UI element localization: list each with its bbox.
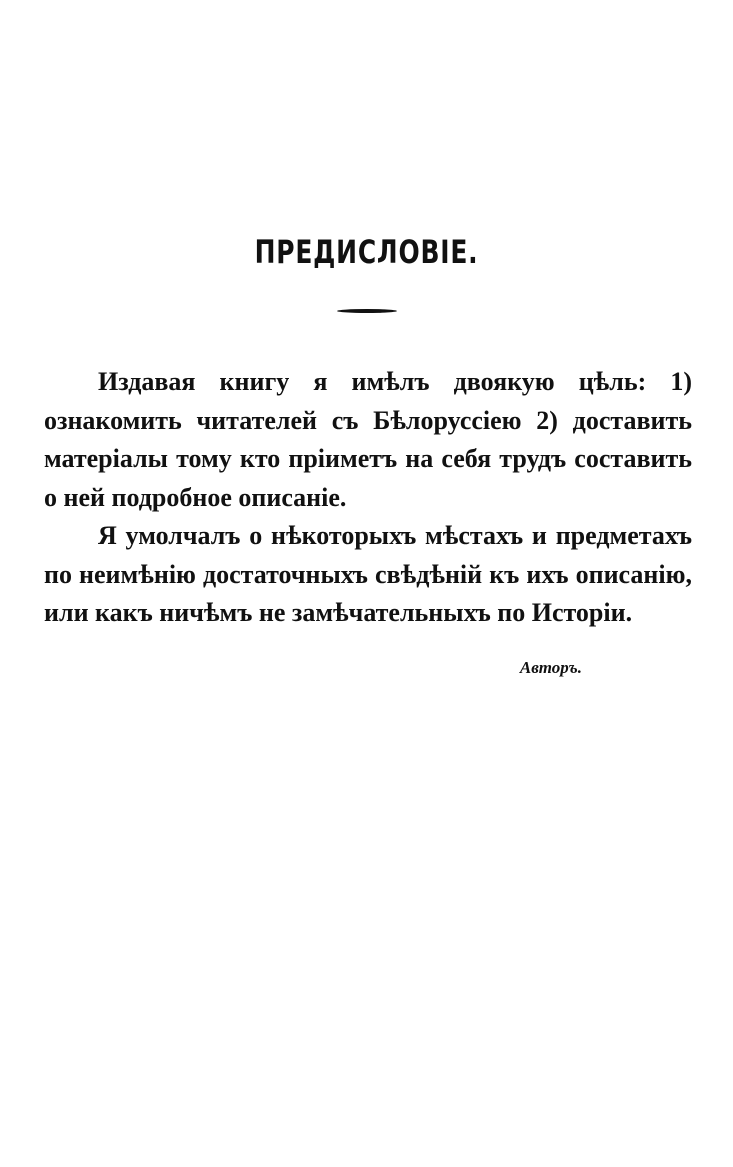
paragraph-2: Я умолчалъ о нѣкоторыхъ мѣстахъ и предметахъ по неимѣнію достаточныхъ свѣдѣній къ ихъ описанію, или какъ ничѣмъ не замѣчательныхъ по Исторіи. — [44, 521, 692, 627]
preface-body — [44, 363, 692, 633]
author-signature: Авторъ. — [519, 658, 582, 677]
page-title: ПРЕДИСЛОВІЕ. — [254, 233, 479, 271]
paragraph-1: Издавая книгу я имѣлъ двоякую цѣль: 1) ознакомить читателей съ Бѣлоруссіею 2) доставить матеріалы тому кто пріиметъ на себя трудъ составить о ней подробное описаніе. — [44, 367, 692, 512]
title-divider — [337, 309, 397, 313]
